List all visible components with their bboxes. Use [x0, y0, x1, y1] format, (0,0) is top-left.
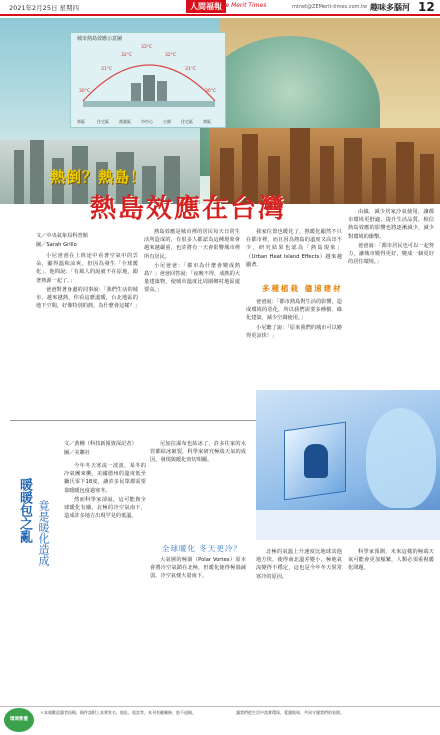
newspaper-url[interactable]: mtnet@ZEMerit-times.com.tw [292, 4, 368, 10]
person-in-ice-icon [304, 444, 328, 478]
zone-label: 商業區 [119, 119, 131, 124]
newspaper-logo-en: The Merit Times [218, 2, 267, 9]
article2-subhead: 全球暖化 冬天更冷？ [162, 544, 242, 553]
diagram-title: 城市熱島效應示意圖 [77, 36, 123, 42]
paragraph: 然而科學家卻說，這可能與全球暖化有關，北極的冷空氣南下，造成許多地方出現罕見的低溫。 [64, 496, 146, 520]
article1-column-4 [348, 208, 434, 418]
paragraph: 尼加拉瀑布也結冰了，許多住家的水管都結冰破裂，科學家研究極端天氣的成因，發現與暖化密切相關。 [150, 441, 246, 464]
footer-notice-left: ＊本報歡迎讀者投稿，稿件請附上真實姓名、地址、電話等，本刊有權刪修，恕不退稿。 [40, 710, 196, 715]
paragraph: 由綠，減少居家冷氣使用，讓都市環境更舒適，提升生活品質，相信熱島效應的影響也將逐漸減少，減少對環境的衝擊。 [348, 209, 434, 240]
article2-title: 暖暖包之亂 [17, 478, 32, 543]
temp-label: 32°C [121, 53, 133, 58]
page-header [0, 0, 440, 16]
article1-column-1 [36, 252, 138, 417]
zone-label: 郊區 [77, 119, 85, 124]
article2-column-1 [64, 462, 146, 702]
hero-illustration [0, 18, 440, 204]
article1-column-2 [144, 228, 240, 418]
zone-label: 住宅區 [181, 119, 193, 124]
paragraph: 熱島效應是城市裡的居民每天日常生活所造成的，有很多人都認為這種現象會越來越嚴重，也許將有一天會影響城市裡所有居民。 [144, 229, 240, 260]
temp-label: 30°C [205, 89, 217, 94]
zone-label: 公園 [163, 119, 171, 124]
article2-subtitle: 竟是暖化造成 [37, 500, 50, 566]
temp-label: 32°C [165, 53, 177, 58]
temperature-curve [81, 49, 217, 109]
heat-island-diagram [70, 32, 226, 128]
section-name: 趣味多腦河 [370, 3, 410, 12]
paragraph: 爸爸對著身邊的同事說：「我們生活的城市，越來越熱，你看這麼溫暖，台北地區的地下空間，好像特別的熱，為什麼會這樣？」 [36, 286, 140, 310]
issue-date: 2021年2月25日 星期四 [9, 4, 80, 12]
footer-notice-right: 讓我們從生活中落實環保，愛護地球，共同守護我們的家園。 [236, 710, 344, 715]
paragraph: 小尼爸爸：「都市為什麼會變成熱島？」爸爸回答說：「夜晚不得，成熱的大量建築物，使城市溫度比周圍鄉村地區還要高。」 [144, 262, 240, 294]
article-title: 熱島效應在台灣 [90, 194, 287, 224]
paragraph: 爸爸說：「都市熱島對生活的影響，造成環境的惡化，所以我們需要多種樹、綠化建築，減少空調使用。」 [246, 299, 342, 322]
byline-author: 文／中央氣象局科普館 [36, 233, 88, 239]
paragraph: 今年冬天寒流一波波，某冬的冷氣團來襲，美國德州的溫度低至攝氏零下18度，讓許多民眾都需要靠暖暖包度過寒冬。 [64, 463, 146, 494]
article2-column-3 [150, 556, 246, 704]
paragraph: 北極的氣溫上升速度比地球其他地方快，使得南北溫差變小，極地氣流變得不穩定，這也是今年冬天異常寒冷的原因。 [256, 549, 342, 580]
paragraph: 科學家預測，未來這樣的極端天氣可能會更加頻繁，人類必須重視暖化問題。 [348, 549, 434, 572]
byline-illustrator: 圖／Sarah Grillo [36, 242, 77, 248]
newspaper-logo: 人間福報 [186, 0, 226, 13]
temp-label: 30°C [79, 89, 91, 94]
paragraph: 大氣層的極渦（Polar Vortex）原本會將冷空氣鎖在北極，但暖化使得極渦減弱，冷空氣便大量南下。 [150, 557, 246, 580]
cold-weather-illustration [256, 390, 440, 540]
paragraph: 小尼聽了說：「原來我們的城市可以變得更涼快！」 [246, 324, 342, 339]
article1-column-3 [246, 228, 342, 272]
zone-label: 住宅區 [97, 119, 109, 124]
temp-label: 33°C [141, 45, 153, 50]
byline-photo: 圖／美聯社 [64, 450, 90, 456]
temp-label: 31°C [185, 67, 197, 72]
page-number: 12 [418, 0, 435, 14]
hero-question: 熱倒？熱島！ [50, 168, 147, 186]
zone-label: 市中心 [141, 119, 153, 124]
paragraph: 爸爸說：「都市居民也可以一起努力，讓城市變得更好，變成一個更好的居住環境。」 [348, 242, 434, 266]
zone-label: 郊區 [203, 119, 211, 124]
article2-column-2 [150, 440, 246, 540]
byline-author: 文／黃穗（科技新報資深記者） [64, 441, 137, 447]
environment-badge: 環境教養 [4, 708, 34, 732]
paragraph: 小尼爸爸在上班途中看著空氣中的雲朵，顯得溫和涼爽。但因為發生「全球暖化」，他問說：「有風人的說就不在原地，跟著熱源一起了。」 [36, 253, 138, 284]
article1-subhead: 多種植栽 儘速建材 [262, 284, 343, 293]
article2-column-4 [256, 548, 434, 704]
temp-label: 31°C [101, 67, 113, 72]
paragraph: 我家位置也暖化了，熱暖化顯然不只在都市裡，而且因為熱島的溫度又高出不少，研究結果也認為「熱島現象」（Urban Heat Island Effects）越來越顯著。 [246, 229, 342, 268]
